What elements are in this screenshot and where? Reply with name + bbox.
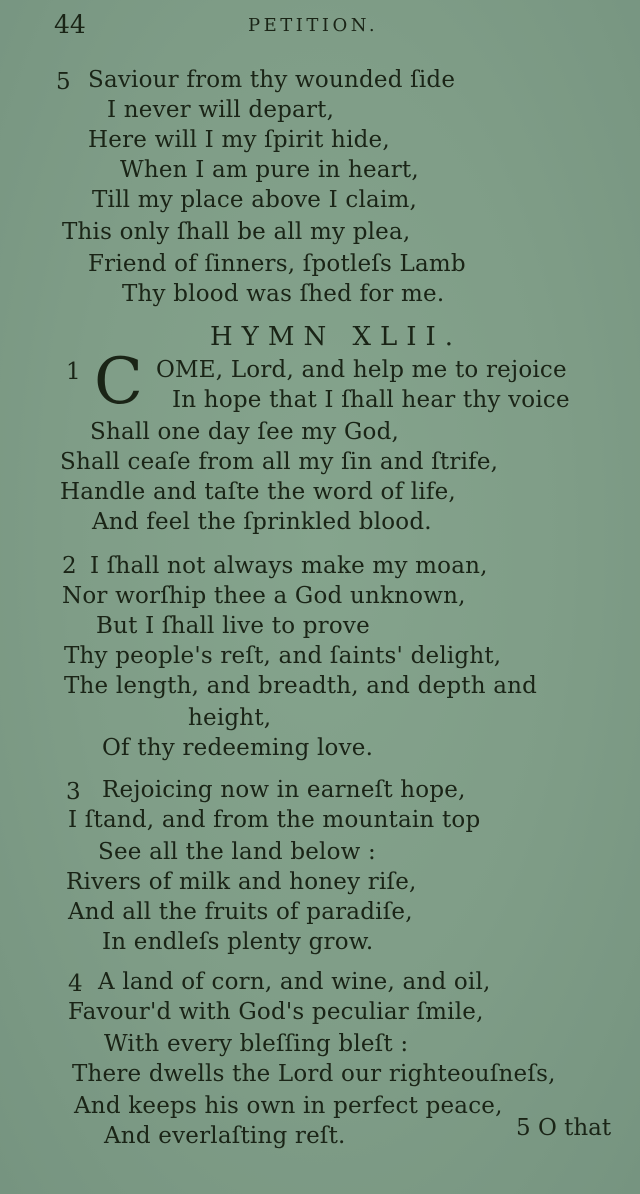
stanza-number: 3 (66, 779, 81, 805)
verse-line: See all the land below : (98, 839, 377, 865)
verse-line: And everlaſting reſt. (104, 1123, 346, 1149)
drop-cap: C (94, 345, 143, 419)
verse-line: Shall one day ſee my God, (90, 419, 400, 445)
verse-line: There dwells the Lord our righteouſneſs, (72, 1061, 556, 1087)
verse-line: Thy people's reſt, and ſaints' delight, (64, 643, 502, 669)
verse-line: This only ſhall be all my plea, (62, 219, 411, 245)
verse-line: Nor worſhip thee a God unknown, (62, 583, 466, 609)
stanza-number: 5 (56, 69, 71, 95)
hymn-title: HYMN XLII. (210, 322, 463, 352)
stanza-number: 2 (62, 553, 77, 579)
verse-line: Of thy redeeming love. (102, 735, 374, 761)
verse-line: Rivers of milk and honey riſe, (66, 869, 417, 895)
verse-line: Thy blood was ſhed for me. (122, 281, 445, 307)
verse-line: In endleſs plenty grow. (102, 929, 374, 955)
verse-line: And keeps his own in perfect peace, (74, 1093, 503, 1119)
verse-line: The length, and breadth, and depth and (64, 673, 538, 699)
verse-line: And all the fruits of paradiſe, (68, 899, 413, 925)
verse-line: Handle and taſte the word of life, (60, 479, 456, 505)
verse-line: I ſhall not always make my moan, (90, 553, 488, 579)
verse-line: With every bleſſing bleſt : (104, 1031, 409, 1057)
verse-line: Rejoicing now in earneſt hope, (102, 777, 466, 803)
verse-line: Saviour from thy wounded ſide (88, 67, 456, 93)
verse-line: Friend of ſinners, ſpotleſs Lamb (88, 251, 466, 277)
verse-line: Favour'd with God's peculiar ſmile, (68, 999, 484, 1025)
verse-line: I ſtand, and from the mountain top (68, 807, 481, 833)
verse-line: Shall ceaſe from all my ſin and ſtrife, (60, 449, 499, 475)
verse-line: And feel the ſprinkled blood. (92, 509, 432, 535)
verse-line: Till my place above I claim, (92, 187, 418, 213)
stanza-number: 4 (68, 971, 83, 997)
verse-line: When I am pure in heart, (120, 157, 419, 183)
verse-line: A land of corn, and wine, and oil, (98, 969, 491, 995)
stanza-number: 1 (66, 359, 81, 385)
verse-line: Here will I my ſpirit hide, (88, 127, 390, 153)
verse-line: In hope that I ſhall hear thy voice (172, 387, 570, 413)
verse-line: But I ſhall live to prove (96, 613, 370, 639)
running-title: PETITION. (248, 15, 379, 36)
verse-line: I never will depart, (107, 97, 335, 123)
verse-line: OME, Lord, and help me to rejoice (156, 357, 567, 383)
page-number: 44 (54, 10, 86, 39)
catchword: 5 O that (516, 1115, 612, 1141)
verse-line: height, (188, 705, 272, 731)
